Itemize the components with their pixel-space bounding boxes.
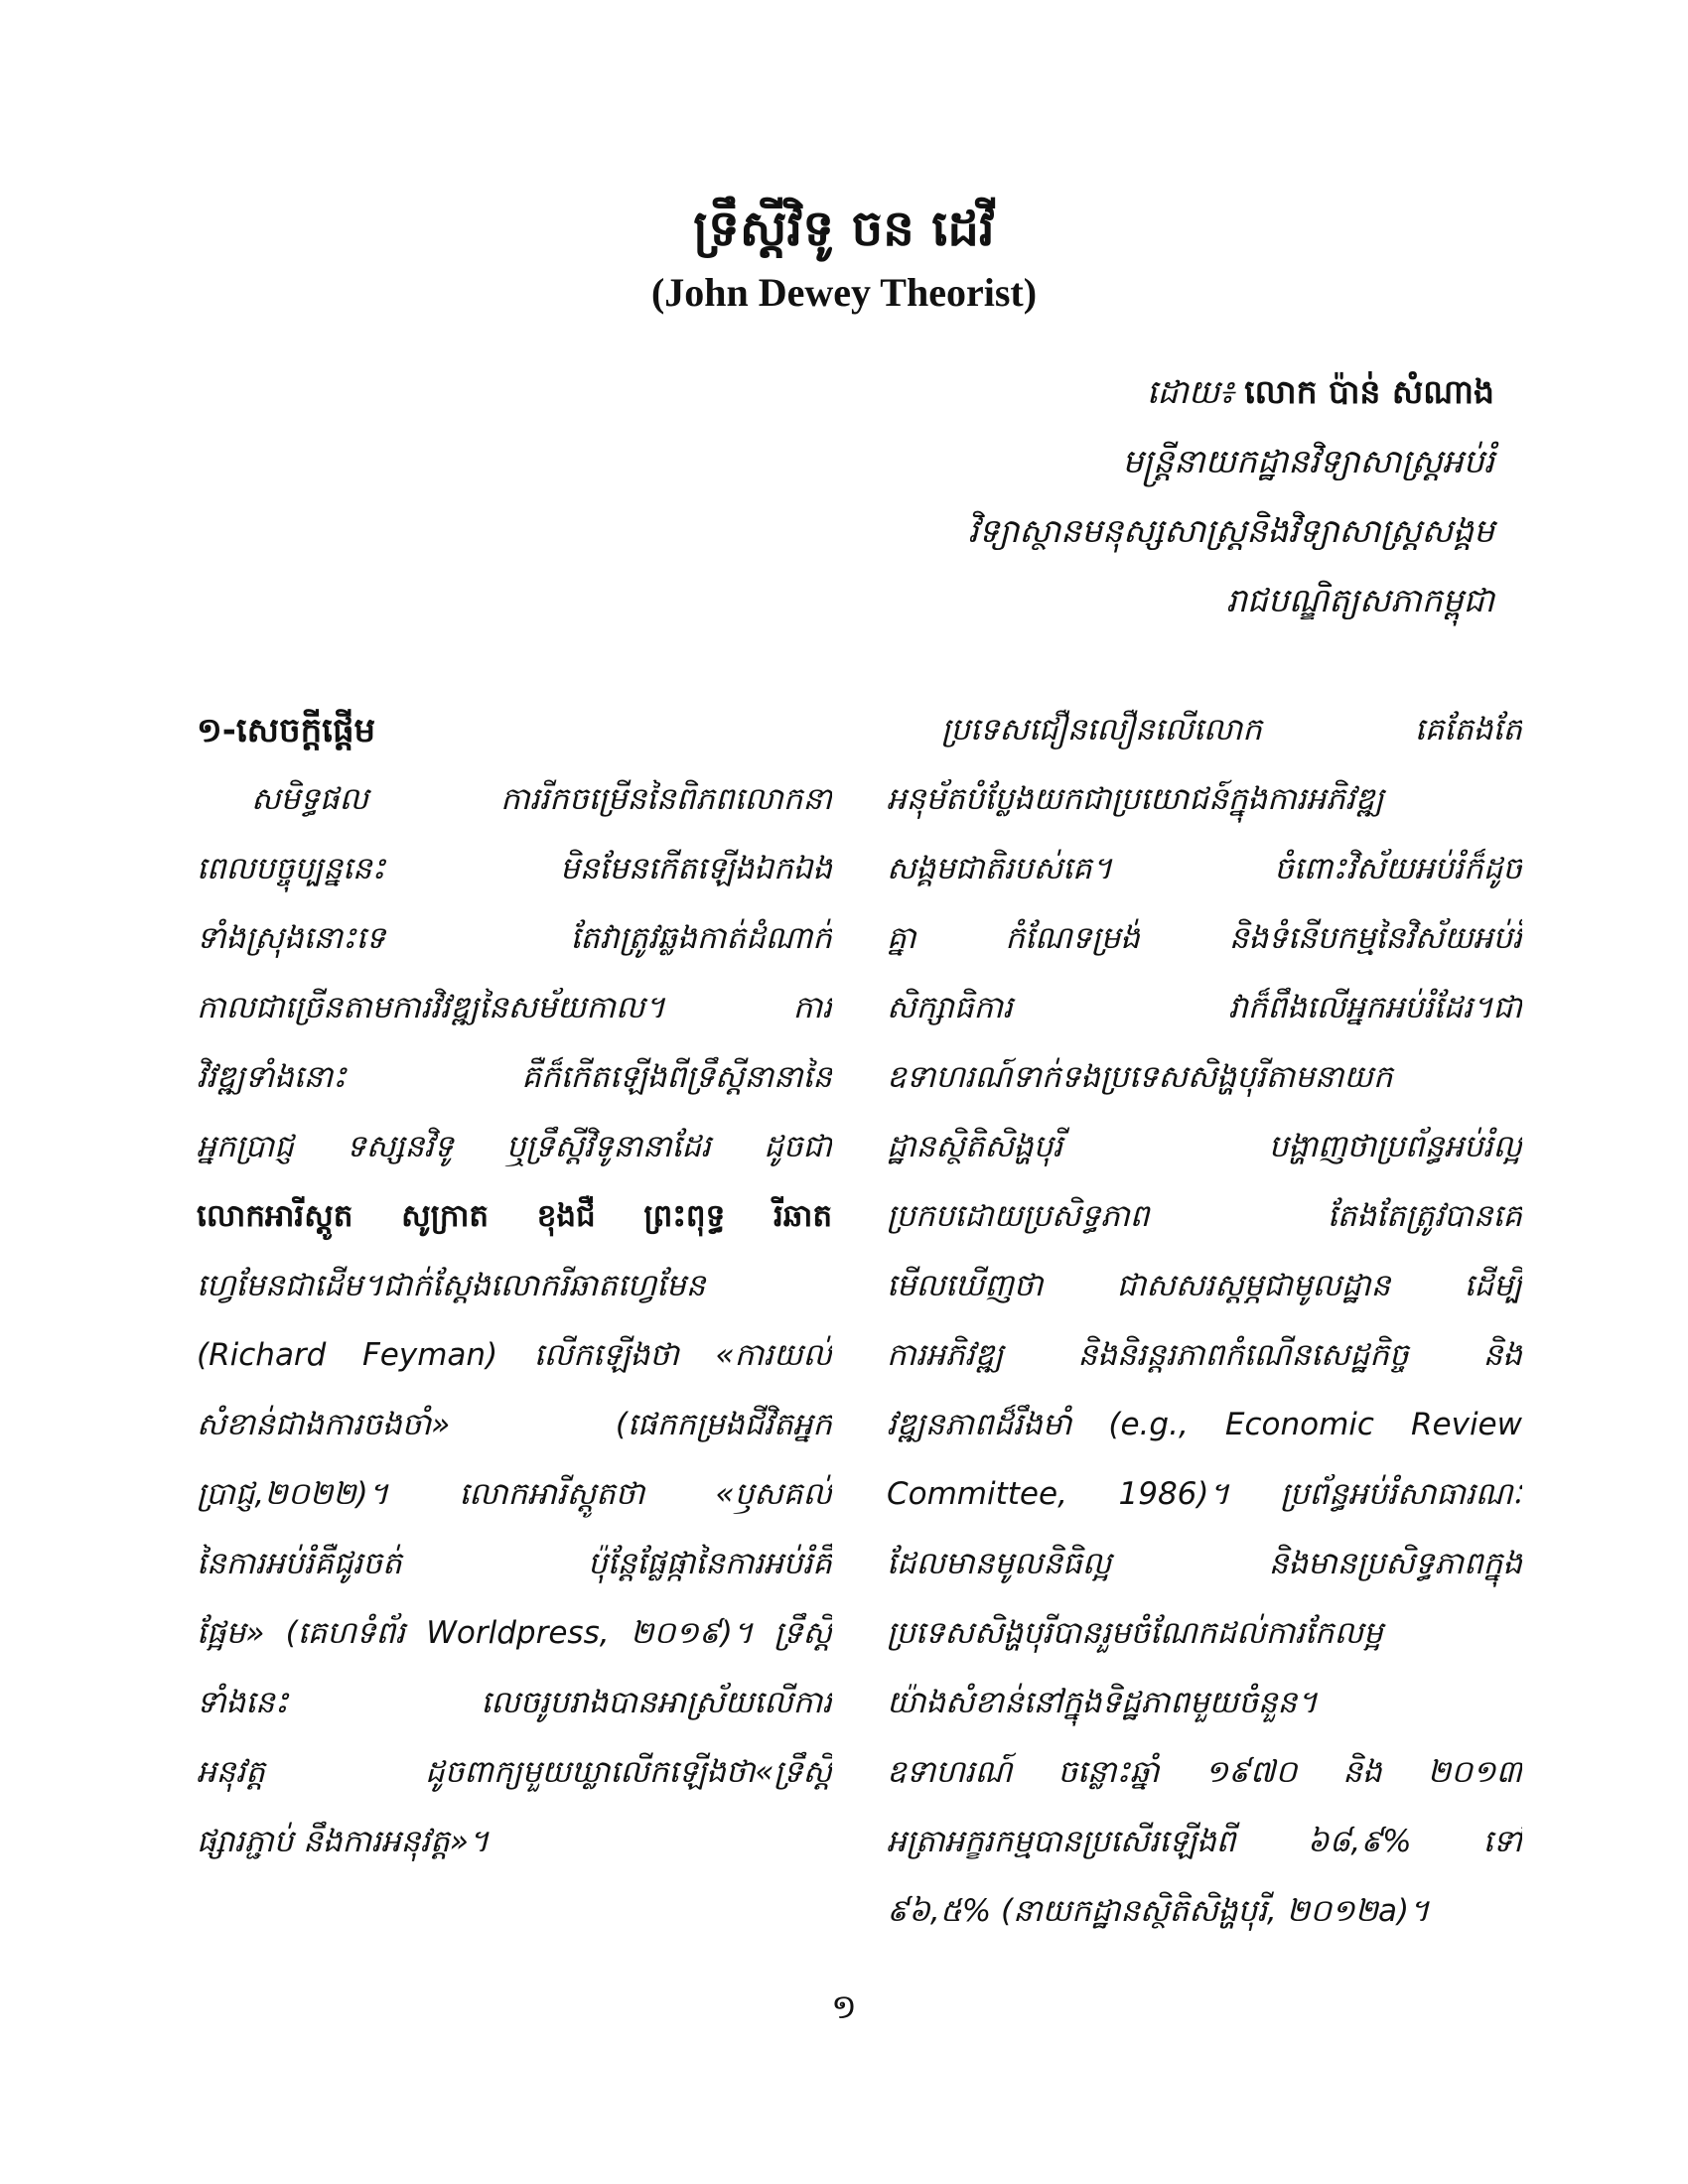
paragraph-line: អ្នកប្រាជ្ញ ទស្សនវិទូ ឬទ្រឹស្តីវិទូនានាដែរ ដូចជា bbox=[197, 1129, 832, 1164]
paragraph-line: ការអភិវឌ្ឍ និងនិរន្តរភាពកំណើនសេដ្ឋកិច្ច និង bbox=[887, 1337, 1522, 1373]
paragraph-line: ដ្ឋានស្ថិតិសិង្ហបុរី បង្ហាញថាប្រព័ន្ធអប់រំល្អ bbox=[887, 1129, 1522, 1164]
author-academy: រាជបណ្ឌិត្យសភាកម្ពុជា bbox=[1225, 581, 1494, 619]
paragraph-line: ប្រទេសជឿនលឿនលើលោក គេតែងតែ bbox=[941, 712, 1522, 748]
author-byline bbox=[601, 357, 1494, 635]
paragraph-line: ទាំងនេះ លេចរូបរាងបានអាស្រ័យលើការ bbox=[197, 1685, 832, 1720]
page-title: ទ្រឹស្តីវិទូ ចន ដេវី bbox=[693, 200, 995, 257]
section-heading: ១-សេចក្តីផ្តើម bbox=[197, 711, 376, 751]
byline-prefix: ដោយ៖ bbox=[1146, 372, 1234, 411]
paragraph-line: ហ្វេមែនជាដើម។ជាក់ស្តែងលោករីឆាតហ្វេមែន bbox=[197, 1268, 706, 1303]
title-block bbox=[0, 194, 1688, 321]
paragraph-line: ពេលបច្ចុប្បន្ននេះ មិនមែនកើតឡើងឯកឯង bbox=[197, 851, 832, 887]
paragraph-line: ដែលមានមូលនិធិល្អ និងមានប្រសិទ្ធភាពក្នុង bbox=[887, 1546, 1522, 1581]
right-column bbox=[887, 695, 1522, 1946]
page-subtitle-english: (John Dewey Theorist) bbox=[650, 270, 1038, 315]
paragraph-line: សង្គមជាតិរបស់គេ។ ចំពោះវិស័យអប់រំក៏ដូច bbox=[887, 851, 1522, 887]
paragraph-line: វិវឌ្ឍទាំងនោះ គឺក៏កើតឡើងពីទ្រឹស្តីនានានៃ bbox=[197, 1059, 832, 1095]
paragraph-line: ទាំងស្រុងនោះទេ តែវាត្រូវឆ្លងកាត់ដំណាក់ bbox=[197, 920, 832, 956]
author-name: លោក ប៉ាន់ សំណាង bbox=[1244, 372, 1494, 411]
paragraph-line: នៃការអប់រំគឺជូរចត់ ប៉ុន្តែផ្លែផ្កានៃការអប់រំគឺ bbox=[197, 1546, 832, 1581]
paragraph-line: ប្រទេសសិង្ហបុរីបានរួមចំណែកដល់ការកែលម្អ bbox=[887, 1615, 1383, 1651]
paragraph-line: វឌ្ឍនភាពដ៏រឹងមាំ (e.g., Economic Review bbox=[887, 1407, 1522, 1442]
left-column bbox=[197, 695, 832, 1876]
paragraph-line: ឧទាហរណ៍ ចន្លោះឆ្នាំ ១៩៧០ និង ២០១៣ bbox=[887, 1754, 1522, 1790]
paragraph-line: គ្នា កំណែទម្រង់ និងទំនើបកម្មនៃវិស័យអប់រំ bbox=[887, 920, 1522, 956]
paragraph-line: ផ្សារភ្ជាប់ នឹងការអនុវត្ត»។ bbox=[197, 1824, 490, 1859]
page-number: ១ bbox=[831, 1987, 857, 2027]
paragraph-line: ប្រកបដោយប្រសិទ្ធភាព តែងតែត្រូវបានគេ bbox=[887, 1198, 1522, 1234]
paragraph-line: Committee, 1986)។ ប្រព័ន្ធអប់រំសាធារណៈ bbox=[887, 1476, 1522, 1512]
paragraph-line: អនុវត្ត ដូចពាក្យមួយឃ្លាលើកឡើងថា«ទ្រឹស្តី bbox=[197, 1754, 832, 1790]
paragraph-line: សមិទ្ធផល ការរីកចម្រើននៃពិភពលោកនា bbox=[251, 781, 832, 817]
paragraph-line-names: លោកអារីស្តូត សូក្រាត ខុងជឺ ព្រះពុទ្ធ រីឆាត bbox=[197, 1198, 832, 1234]
paragraph-line: ឧទាហរណ៍ទាក់ទងប្រទេសសិង្ហបុរីតាមនាយក bbox=[887, 1059, 1393, 1095]
paragraph-line: ផ្អែម» (គេហទំព័រ Worldpress, ២០១៩)។ ទ្រឹស្តី bbox=[197, 1615, 832, 1651]
author-institute: វិទ្យាស្ថានមនុស្សសាស្ត្រនិងវិទ្យាសាស្ត្រសង្គម bbox=[968, 511, 1494, 550]
paragraph-line: មើលឃើញថា ជាសសរស្តម្ភជាមូលដ្ឋាន ដើម្បី bbox=[887, 1268, 1522, 1303]
paragraph-line: ប្រាជ្ញ,២០២២)។ លោកអារីស្តូតថា «ឫសគល់ bbox=[197, 1476, 832, 1512]
paragraph-line: កាលជាច្រើនតាមការវិវឌ្ឍនៃសម័យកាល។ ការ bbox=[197, 990, 832, 1025]
paragraph-line: សំខាន់ជាងការចងចាំ» (ផេកកម្រងជីវិតអ្នក bbox=[197, 1407, 832, 1442]
author-position: មន្ត្រីនាយកដ្ឋានវិទ្យាសាស្ត្រអប់រំ bbox=[1122, 442, 1494, 480]
paragraph-line: (Richard Feyman) លើកឡើងថា «ការយល់ bbox=[197, 1337, 832, 1373]
paragraph-line: យ៉ាងសំខាន់នៅក្នុងទិដ្ឋភាពមួយចំនួន។ bbox=[887, 1685, 1318, 1720]
paragraph-line: ៩៦,៥% (នាយកដ្ឋានស្ថិតិសិង្ហបុរី, ២០១២a)។ bbox=[887, 1893, 1430, 1929]
author-line bbox=[601, 357, 1494, 427]
paragraph-line: សិក្សាធិការ វាក៏ពឹងលើអ្នកអប់រំដែរ។ជា bbox=[887, 990, 1522, 1025]
paragraph-line: អនុម័តបំប្លែងយកជាប្រយោជន៍ក្នុងការអភិវឌ្ឍ bbox=[887, 781, 1384, 817]
paragraph-line: អត្រាអក្ខរកម្មបានប្រសើរឡើងពី ៦៨,៩% ទៅ bbox=[887, 1824, 1522, 1859]
